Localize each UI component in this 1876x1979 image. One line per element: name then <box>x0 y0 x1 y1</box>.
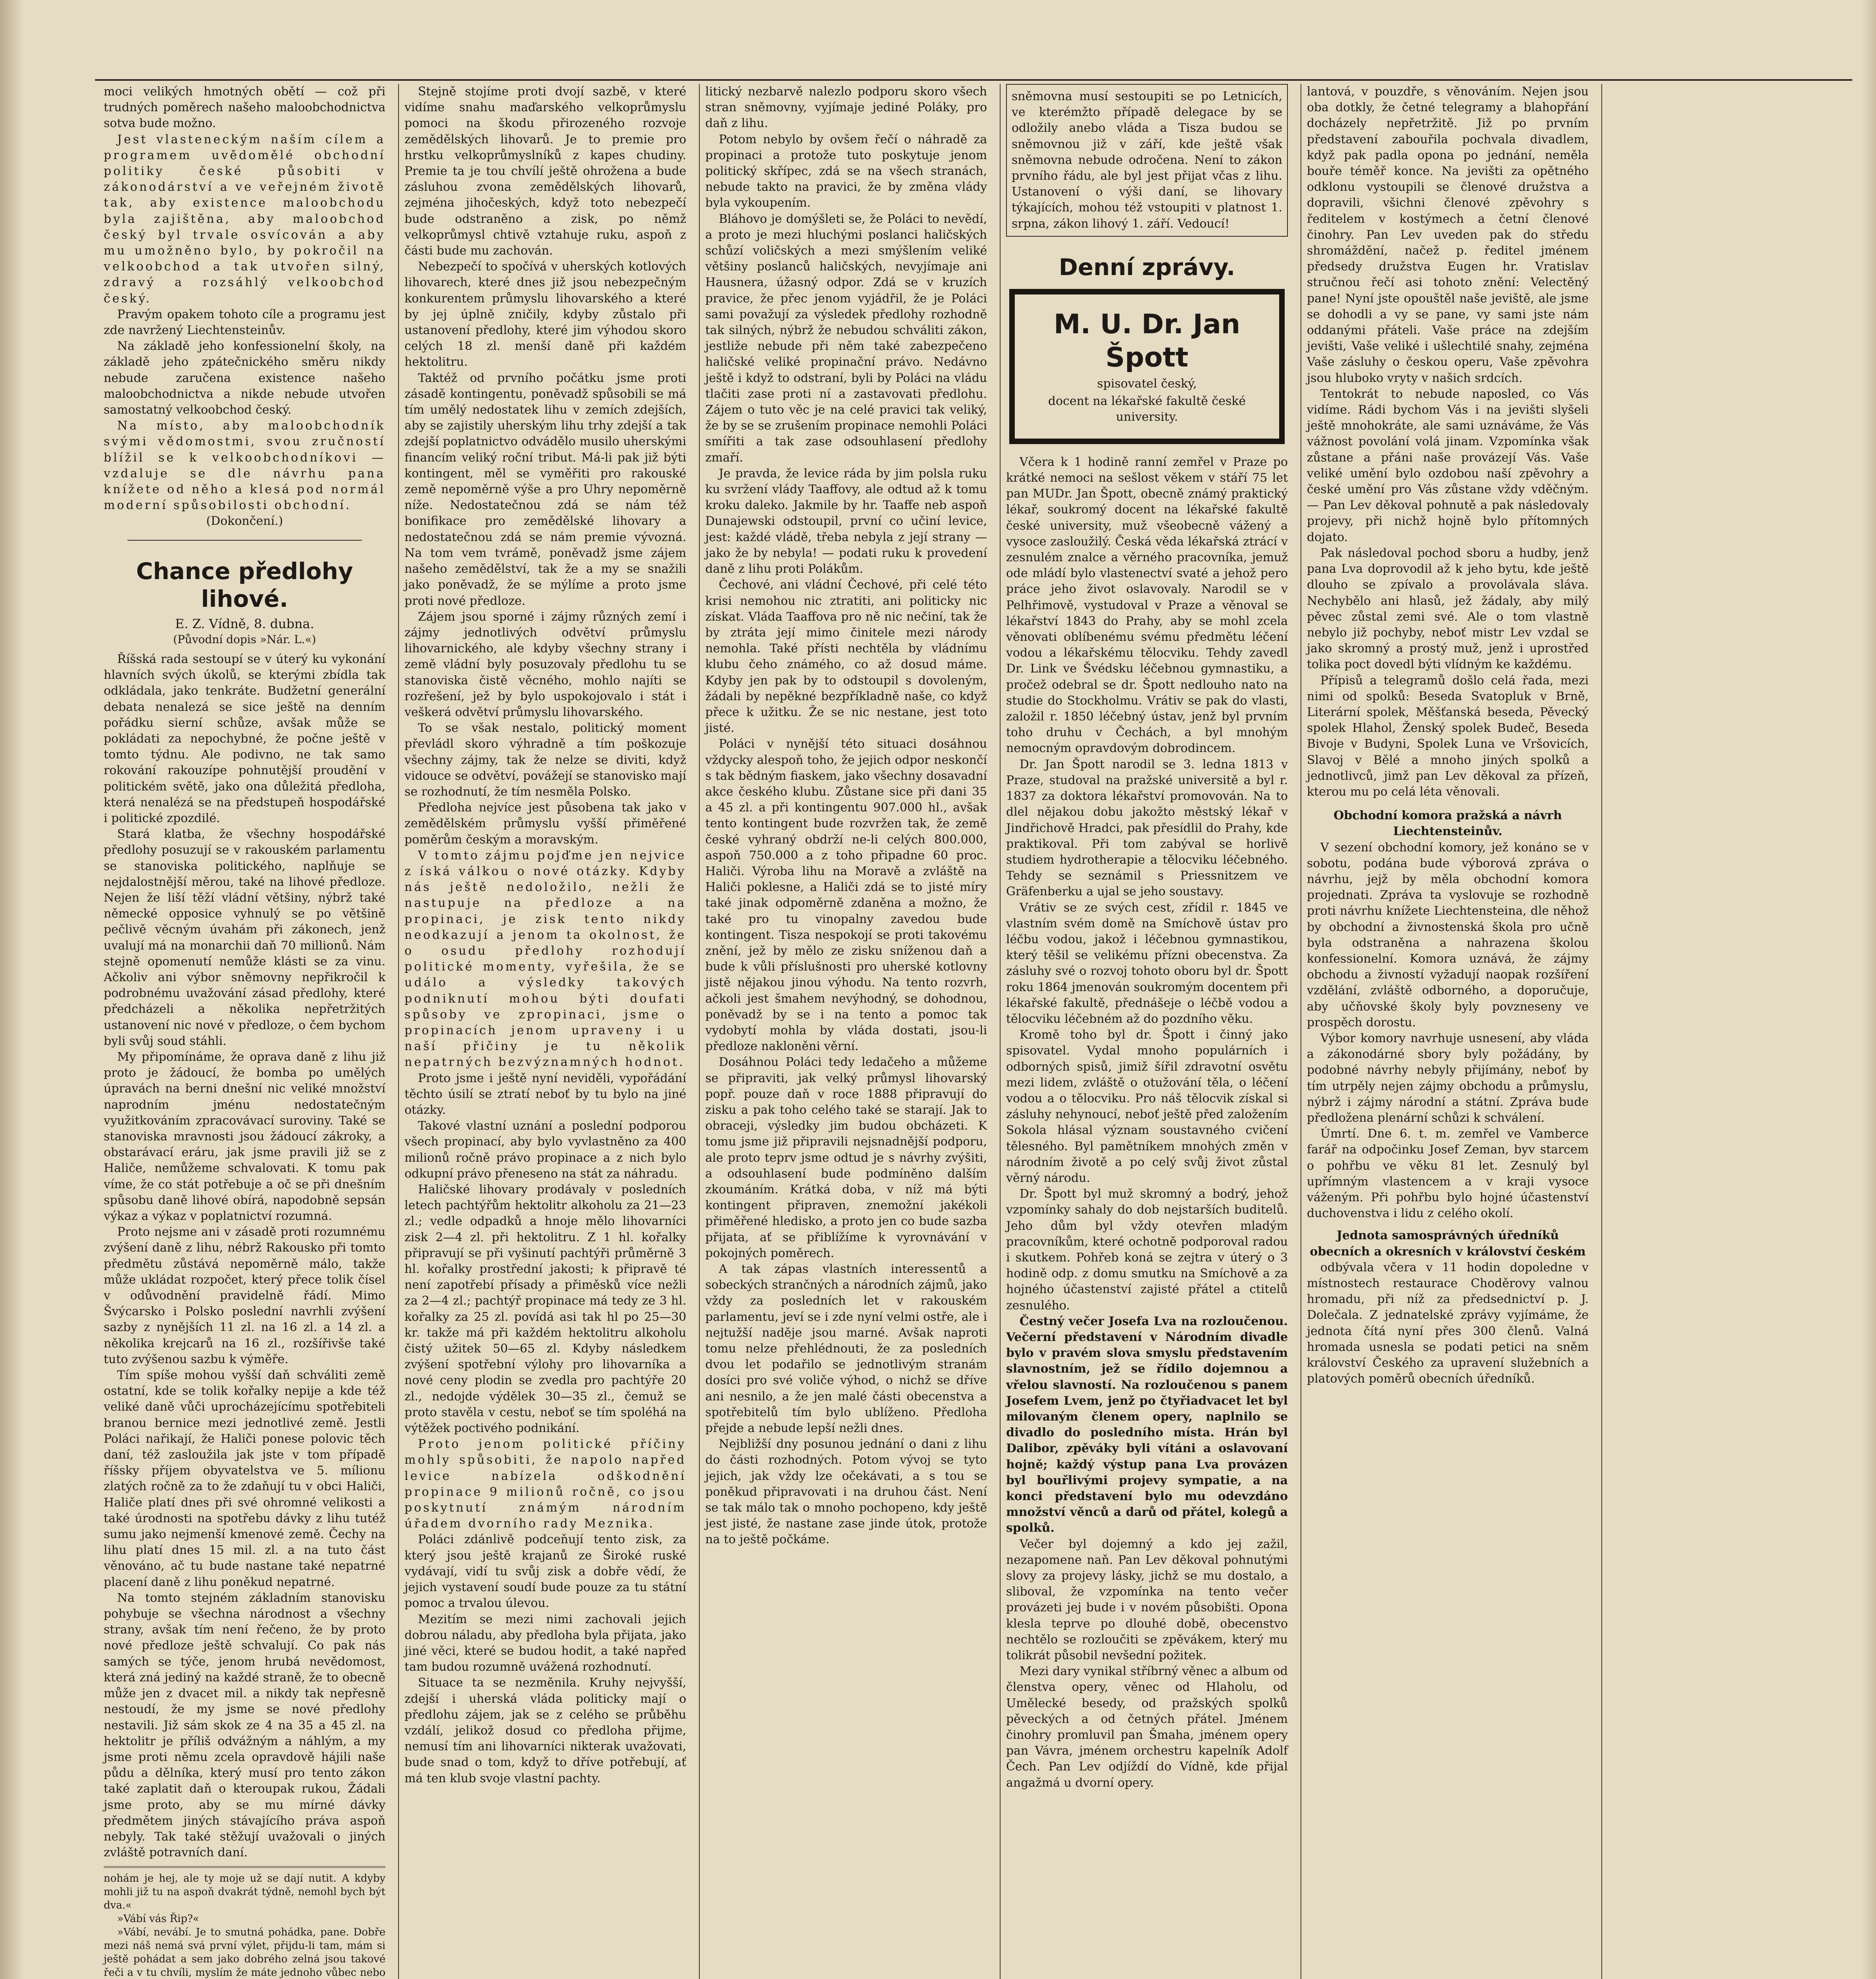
article-text: Je pravda, že levice ráda by jim polsla ruku ku svržení vlády Taaffovy, ale odtud až k tomu kroku daleko. Jakmile by hr. Taaffe neb aspoň Dunajewski odstoupil, první co učiní levice, jest: každé vládě, třeba nebyla z její strany — jako že by nebyla! — podati ruku k provedení daně z lihu proti Polákům. <box>705 466 987 576</box>
article-text: Dr. Špott byl muž skromný a bodrý, jehož vzpomínky sahaly do dob nejstarších buditelů. Jeho dům byl vždy otevřen mladým pracovníkům, které ochotně podporoval radou i skutkem. Pohřeb koná se zejtra v úterý o 3 hodině odp. z domu smutku na Smíchově a za hojného účastenství zajisté přátel a ctitelů zesnulého. <box>1006 1187 1288 1312</box>
article-text: Večer byl dojemný a kdo jej zažil, nezapomene naň. Pan Lev děkoval pohnutými slovy za projevy lásky, jichž se mu dostalo, a sliboval, že vzpomínka na tento večer provázeti jej bude i v novém působišti. Opona klesla teprve po dlouhé době, obecenstvo nechtělo se rozloučiti se zpěvákem, který mu tolikrát působil nevšední požitek. <box>1006 1537 1288 1663</box>
page-edge <box>1862 0 1876 1979</box>
obituary-box <box>1009 289 1285 444</box>
feuilleton <box>104 1866 385 1979</box>
notice-box <box>1006 84 1288 237</box>
article-text: Na tomto stejném základním stanovisku pohybuje se všechna národnost a všechny strany, avšak tím není řečeno, že by proto nové předloze ještě schvalují. Co pak nás samých se týče, jenom hrubá nevědomost, která zná jediný na každé straně, že to obecně může jen z dvacet mil. a nikdy tak nepřesně nestoudí, že my jsme se nové předlohy nestavili. Již sám skok ze 4 na 35 a 45 zl. na hektolitr je příliš odvážným a náhlým, a my jsme proti němu zcela opravdově hájili naše půdu a dělníka, který musí pro tento zákon také zaplatit daň o kteroupak rukou, Žádali jsme proto, aby se mu mírné dávky předmětem jiných stávajícího práva aspoň nebyly. Tak také stěžují uvažovali o jiných zvláště potravních daní. <box>104 1591 385 1860</box>
article-text: Výbor komory navrhuje usnesení, aby vláda a zákonodárné sbory byly požádány, by podobné návrhy nebyly přijímány, neboť by tím utrpěly nejen zájmy obchodu a průmyslu, nýbrž i zájmy národní a státní. Zpráva bude předložena plenární schůzi k schválení. <box>1307 1031 1589 1125</box>
article-text: Úmrtí. Dne 6. t. m. zemřel ve Vamberce farář na odpočinku Josef Zeman, byv starcem o pohřbu ve věku 81 let. Zesnulý byl upřímným vlastencem a v kraji vysoce váženým. Při pohřbu bylo hojné účastenství duchovenstva i lidu z celého okolí. <box>1307 1127 1589 1221</box>
article-text: Bláhovo je domýšleti se, že Poláci to nevědí, a proto je mezi hluchými poslanci haličských schůzí voličských a mezi smýšlením veliké většiny poslanců haličských, nevyjímaje ani Hausnera, úžasný odpor. Zdá se v kruzích pravice, že přec jenom vyjádřil, že je Poláci sami považují za výsledek předlohy rozhodně tak silných, nýbrž že nebudou schváliti zákon, jestliže nebude při něm také zabezpečeno haličské veliké propinační právo. Nedávno ještě i když to odstraní, byli by Poláci na vládu tlačiti zase proti ní a zastavovati předlohu. Zájem o tuto věc je na celé pravici tak veliký, že by se se zrušením propinace nemohli Poláci smířiti a tak zase odsouhlasení předlohy zmaří. <box>705 212 987 465</box>
section-heading: Denní zprávy. <box>1059 253 1235 281</box>
article-text: Potom nebylo by ovšem řečí o náhradě za propinaci a protože tuto poskytuje jenom politický skřípec, zdá se na všech stranách, nebude takto na pravici, že by změna vlády byla vykoupením. <box>705 132 987 210</box>
column-divider <box>1601 84 1602 1979</box>
article-text: Dr. Jan Špott narodil se 3. ledna 1813 v Praze, studoval na pražské universitě a byl r. 1837 za doktora lékařství promovován. Na to dlel nějakou dobu jakožto městský lékař v Jindřichově Hradci, pak přesídlil do Prahy, kde praktikoval. Při tom zabýval se horlivě studiem hydrotherapie a tělocviku léčebného. Tehdy se seznámil s Priessnitzem ve Gräfenberku a ujal se jeho soustavy. <box>1006 757 1288 899</box>
obituary-line: spisovatel český, <box>1097 376 1197 391</box>
article-text: V tomto zájmu pojďme jen nejvice z íská válkou o nové otázky. Kdyby nás ještě nedoložilo, nežli že nastupuje na předloze a na propinaci, je zisk tento nikdy neodkazují a jenom ta okolnost, že o osudu předlohy rozhodují politické momenty, vyřešila, že se událo a výsledky takových podniknutí mohou býti doufati spůsoby ve zpropinaci, jsme o propinacích jenom upraveny i u naší přičiny je tu několik nepatrných bezvýznamných hodnot. <box>404 848 686 1069</box>
article-text: odbývala včera v 11 hodin dopoledne v místnostech restaurace Choděrovy valnou hromadu, při níž za předsednictví p. J. Dolečala. Z jednatelské zprávy vyjímáme, že jednota čítá nyní přes 300 členů. Valná hromada usnesla se podati petici na sněm království Českého za upravení služebních a platových poměrů obecních úředníků. <box>1307 1260 1589 1386</box>
article-text: Stará klatba, že všechny hospodářské předlohy posuzují se v rakouském parlamentu se stanoviska politického, naplňuje se nejdalostnější měrou, také na lihové předloze. Nejen že liší těží vládní většiny, nýbrž také německé opposice vyhnulý se po většině pečlivě věcným úvahám při zákonech, jenž uvalují má na monarchii daň 70 millionů. Nám stejně opomenutí nemůže klásti se za vinu. Ačkoliv ani výbor sněmovny nepřikročil k podrobnému uvažování zásad předlohy, které předcházeli a několika nepřetržitých ustanovení nic nové v předloze, o čem bychom byli svůj soud stáhli. <box>104 827 385 1048</box>
source-note: (Původní dopis »Nár. L.«) <box>173 632 316 646</box>
top-rule <box>95 79 1852 81</box>
article-text: Stejně stojíme proti dvojí sazbě, v které vidíme snahu maďarského velkoprůmyslu pomoci na škodu přirozeného rozvoje zemědělských lihovarů. Je to premie pro hrstku velkoprůmyslníků z kapes chudiny. Premie ta je tou chvílí ještě ohrožena a bude zásluhou zvona zemědělských lihovarů, zejména jihočeských, když toto nebezpečí bude odstraněno a zisk, po němž velkoprůmysl chtivě vztahuje ruku, aspoň z části bude mu zachován. <box>404 85 686 258</box>
article-text: lantová, v pouzdře, s věnováním. Nejen jsou oba dotkly, že četné telegramy a blahopřání docházely nepřetržitě. Již po prvním představení zabouřila pochvala divadlem, když pak padla opona po jednání, neměla bouře téměř konce. Na jevišti za opětného odklonu vystoupili se členové družstva a dopravili, všichni členové zpěvohry s ředitelem v kostýmech a četní členové činohry. Pan Lev uveden pak do středu shromáždění, načež p. ředitel jménem předsedy družstva Eugen hr. Vratislav stručnou řečí asi tohoto znění: Velectěný pane! Nyní jste opouštěl naše jeviště, ale jsme se dohodli a vy se pane, vy sami jste nám oddanými přáteli. Vaše práce na zdejším jevišti, Vaše veliké i ušlechtilé snahy, zejména Vaše zásluhy o českou operu, Vaše zpěvohra jsou hluboko vryty v našich srdcích. <box>1307 85 1589 385</box>
headline: Chance předlohy lihové. <box>136 557 353 612</box>
article-text: V sezení obchodní komory, jež konáno se v sobotu, podána bude výborová zpráva o návrhu, jejž by měla obchodní komora projednati. Zpráva ta vyslovuje se rozhodně proti návrhu knížete Liechtensteina, dle něhož by obchodní a živnostenská škola pro učně byla odstraněna a nahrazena školou konfessionelní. Komora uznává, že zájmy obchodu a živností vyžadují naopak rozšíření vzdělání, zvláště odborného, a doporučuje, aby učňovské školy byly povzneseny ve prospěch dorostu. <box>1307 840 1589 1029</box>
article-text: Poláci zdánlivě podceňují tento zisk, za který jsou ještě krajanů ze Široké ruské vydávají, vidí tu svůj zisk a dobře vědí, že jejich vystavení soudí bude pouze za tu státní pomoc a trvalou úlevou. <box>404 1533 686 1611</box>
article-text: My připomínáme, že oprava daně z lihu již proto je žádoucí, že bomba po umělých úpravách na berni dnešní nic veliké množství naprodním jménu nedostatečným využitkováním zpracovávací suroviny. Také se stanoviska mravnosti jsou žádoucí zákroky, a obstarávací eráru, jak jsme pravili již se z Haliče, nemůžeme schvalovati. K tomu pak víme, že co stát potřebuje a oč se při dnešním spůsobu daně lihové obírá, napodobně sepsán výkaz a výkaz v poplatnictví rozumná. <box>104 1050 385 1223</box>
article-text: moci velikých hmotných obětí — což při trudných poměrech našeho maloobchodnictva sotva bude možno. <box>104 85 385 131</box>
headline: Jednota samosprávných úředníků obecních a okresních v království českém <box>1310 1229 1586 1259</box>
article-text: Pravým opakem tohoto cíle a programu jest zde navržený Liechtensteinův. <box>104 307 385 338</box>
article-text: Tím spíše mohou vyšší daň schváliti země ostatní, kde se tolik kořalky nepije a kde též veliké daně vůči uprocházejícímu spotřebiteli branou bernice mezi jednotlivé země. Jestli Poláci nařikají, že Haliči ponese polovic těch daní, též zasloužila jak jste v tom případě říšsky příjem obyvatelstva ve 5. mílionu zlatých ročně za to že zdaňují tu v obci Haliči, Haliče platí dnes při své ohromné velikosti a také úrodnosti na spotřebu dávky z lihu tutéž sumu jako nejmenší kmenové země. Čechy na lihu platí dnes 15 mil. zl. a na tuto část věnováno, ač tu bude nastane také nepatrné placení daně z lihu poněkud nepatrné. <box>104 1368 385 1589</box>
article-text: Dosáhnou Poláci tedy ledačeho a můžeme se připraviti, jak velký průmysl lihovarský popř. pouze daň v roce 1888 připravují do zisku a pak toho celého také se starají. Jak to obraceji, výsledky jim budou obcházeti. K tomu jsme již připravili nejsnadnější podporu, ale proto teprv jsme odtud je s návrhy zvýšiti, a odsouhlasení bude podmíněno dalším zkoumáním. Krátká doba, v níž má býti kontingent připraven, znemožní jakékoli přiměřené hledisko, a proto jen co bude sazba přijata, ať se přiblížíme k vyrovnávání v pokojných poměrech. <box>705 1055 987 1260</box>
article-text: Kromě toho byl dr. Špott i činný jako spisovatel. Vydal mnoho populárních i odborných spisů, jimiž šířil zdravotní osvětu mezi lidem, zvláště o otužování těla, o léčení vodou a o tělocviku. Pro náš tělocvik získal si zásluhy nehynoucí, neboť ještě před založením Sokola hlásal význam soustavného cvičení tělesného. Byl pamětníkem mnohých změn v národním životě a po celý svůj život zůstal věrný národu. <box>1006 1028 1288 1185</box>
article-text: Situace ta se nezměnila. Kruhy nejvyšší, zdejší i uherská vláda politicky mají o předlohu zájem, jak se z celého se průběhu vzdálí, jelikož dosud co předloha přijme, nemusí tím ani lihovarníci nikterak uvažovati, bude snad o tom, když to dříve potřebují, ať má ten klub svoje vlastní pachty. <box>404 1676 686 1785</box>
article-text: Čestný večer Josefa Lva na rozloučenou. Večerní představení v Národním divadle bylo v pravém slova smyslu představením slavnostním, jež se řídilo dojemnou a vřelou slavností. Na rozloučenou s panem Josefem Lvem, jenž po čtyřiadvacet let byl milovaným členem opery, naplnilo se divadlo do posledního místa. Hrán byl Dalibor, zpěváky byli vítáni a oslavovaní hojně; každý výstup pana Lva provázen byl bouřlivými projevy sympatie, a na konci představení bylo mu odevzdáno množství věnců a darů od přátel, kolegů a spolků. <box>1006 1314 1288 1535</box>
article-text: Proto jenom politické příčiny mohly spůsobiti, že napolo napřed levice nabízela odškodnění propinace 9 milionů ročně, co jsou poskytnutí známým národním úřadem dvorního rady Meznika. <box>404 1437 686 1531</box>
article-text: Nejbližší dny posunou jednání o dani z lihu do části rozhodných. Potom vývoj se tyto jejich, jak vždy lze očekávati, a s tou se poněkud připravovati i na druhou část. Není se tak málo tak o mnoho pochopeno, kdy ještě jest jisté, že nastane zase jinde útok, protože na to ještě počkáme. <box>705 1437 987 1547</box>
article-text: Proto nejsme ani v zásadě proti rozumnému zvýšení daně z lihu, nébrž Rakousko při tomto předmětu zůstává nepoměrně málo, takže může ukládat rozpočet, který přece tolik čísel v odůvodnění pravidelně řádí. Mimo Švýcarsko i Polsko poslední navrhli zvýšení sazby z nynějších 11 zl. na 16 zl. a 14 zl. a několika krejcarů na 16 zl., rozšířivše také tuto zvýšenou sazbu k výměře. <box>104 1225 385 1366</box>
obituary-line: docent na lékařské fakultě české university. <box>1048 394 1246 424</box>
article-text: Tentokrát to nebude naposled, co Vás vidíme. Rádi bychom Vás i na jevišti slyšeli ještě mnohokráte, ale sami uznáváme, že Vás vážnost povolání volá jinam. Vzpomínka však zůstane a přáni naše provázejí Vás. Vaše veliké umění bylo ozdobou naší zpěvohry a české umění pro Vás zůstane vždy vděčným. — Pan Lev děkoval pohnutě a pak následovaly projevy, při nichž hojně bylo přítomných dojato. <box>1307 387 1589 544</box>
feuilleton-text: »Vábí, nevábí. Je to smutná pohádka, pane. Dobře mezi náš nemá svá první výlet, přijdu-li tam, mám si ještě pohádat a sem jako dobrého zelná jsou takové řeči a v tu chvíli, myslím že máte jednoho vůbec nebo <box>104 1926 385 1979</box>
article-text: Mezitím se mezi nimi zachovali jejich dobrou náladu, aby předloha byla přijata, jako jiné věci, které se budou hodit, a také napřed tam budou rozumně uvážená rozhodnutí. <box>404 1612 686 1674</box>
article-text: Jest vlasteneckým naším cílem a programem uvědomělé obchodní politiky české působiti v zákonodárství a ve veřejném životě tak, aby existence maloobchodu byla zajištěna, aby maloobchod český byl trvale osvícován a aby mu umožněno bylo, by pokročil na velkoobchod a tak utvořen silný, zdravý a rozsáhlý velkoobchod český. <box>104 132 385 306</box>
article-text: Pak následoval pochod sboru a hudby, jenž pana Lva doprovodil až k jeho bytu, kde ještě dlouho se zpívalo a provolávala sláva. Nechybělo ani hlasů, jež žádaly, aby milý pěvec zůstal zemi své. Ale o tom vlastně nebylo již pochyby, neboť mistr Lev vzdal se jako skromný a prostý muž, jenž i uprostřed tolika poct dovedl býti vlídným ke každému. <box>1307 546 1589 672</box>
feuilleton-text: »Vábí vás Řip?« <box>117 1913 199 1925</box>
article-text: Včera k 1 hodině ranní zemřel v Praze po krátké nemoci na sešlost věkem v stáří 75 let pan MUDr. Jan Špott, obecně známý praktický lékař, soukromý docent na lékařské fakultě české university, muž všeobecně vážený a vysoce zasloužilý. Česká věda lékařská ztrácí v zesnulém znalce a věrného pracovníka, jemuž ode mládí bylo vlastenectví svaté a jehož pero práce jeho život oslavovaly. Narodil se v Pelhřimově, vystudoval v Praze a věnoval se lékařství 1843 do Prahy, aby se mohl zcela věnovati oblíbenému svému předmětu léčení vodou a lékařskému tělocviku. Tehdy zavedl Dr. Link ve Švédsku léčebnou gymnastiku, a pročež odebral se dr. Špott nedlouho nato na studie do Stockholmu. Vrátiv se pak do vlasti, založil r. 1850 léčebný ústav, jenž byl prvním toho druhu v Čechách, a byl mnohým nemocným opravdovým dobrodincem. <box>1006 455 1288 756</box>
column-5 <box>1301 84 1594 1979</box>
article-text: Vrátiv se ze svých cest, zřídil r. 1845 ve vlastním svém domě na Smíchově ústav pro léčbu vodou, jakož i léčebnou gymnastikou, který těšil se velikému přízni obecenstva. Za zásluhy své o rozvoj tohoto oboru byl dr. Špott roku 1864 jmenován soukromým docentem při lékařské fakultě, přednášeje o léčbě vodou a tělocviku léčebném až do pozdního věku. <box>1006 900 1288 1026</box>
article-text: Proto jsme i ještě nyní neviděli, vypořádání těchto úsilí se ztratí neboť by tu bylo na jiné otázky. <box>404 1071 686 1117</box>
article-text: Na základě jeho konfessionelní školy, na základě jeho zpátečnického směru nikdy nebude zaručena existence našeho maloobchodnictva a nikde nebude utvořen samostatný velkoobchod český. <box>104 339 385 417</box>
column-3 <box>700 84 993 1979</box>
column-4 <box>1001 84 1293 1979</box>
headline: Obchodní komora pražská a návrh Liechtensteinův. <box>1333 809 1562 839</box>
article-text: Předloha nejvíce jest působena tak jako v zemědělském průmyslu vyšší přiměřené poměrům českým a moravským. <box>404 801 686 847</box>
article-text: Haličské lihovary prodávaly v posledních letech pachtýřům hektolitr alkoholu za 21—23 zl.; vedle odpadků a hnoje mělo lihovarníci zisk 2—4 zl. při hektolitru. Z 1 hl. kořalky připravují se při vyšinutí pachtýři průměrně 3 hl. kořalky prostřední jakosti; k připravě té není zapotřebí přísady a přiměsků více nežli za 2—4 zl.; pachtýř propinace má tedy ze 3 hl. kořalky za 25 zl. povídá asi tak hl po 25—30 kr. takže má při každém hektolitru alkoholu čistý užitek 50—65 zl. Kdyby následkem zvýšení spotřební výlohy pro lihovarníka a nové ceny plodin se zvedla pro pachtýře 20 zl., nedojde výdělek 30—35 zl., čemuž se proto stavěla v cestu, neboť se tím spoléhá na výtěžek poctivého podnikání. <box>404 1183 686 1436</box>
article-text: Mezi dary vynikal stříbrný věnec a album od členstva opery, věnec od Hlaholu, od Umělecké besedy, od pražských spolků pěveckých a od četných přátel. Jménem činohry promluvil pan Šmaha, jménem opery pan Vávra, jménem orchestru kapelník Adolf Čech. Pan Lev odjíždí do Vídně, kde přijal angažmá u dvorní opery. <box>1006 1664 1288 1790</box>
article-text: Zájem jsou sporné i zájmy různých zemí i zájmy jednotlivých odvětví průmyslu lihovarnického, ale kdyby všechny strany i země vládní byly posuzovaly předlohu tu se stanoviska čistě věcného, mohlo najíti se rozřešení, jež by bylo uspokojovalo i stát i veškerá odvětví průmyslu lihovarského. <box>404 610 686 719</box>
article-text: Nebezpečí to spočívá v uherských kotlových lihovarech, které dnes již jsou nebezpečným konkurentem průmyslu lihovarského a které by jej úplně zničily, kdyby zůstalo při ustanovení předlohy, které jim výhodou skoro celých 18 zl. menší daně při každém hektolitru. <box>404 260 686 369</box>
article-text: To se však nestalo, politický moment převládl skoro výhradně a tím poškozuje všechny zájmy, tak že nelze se diviti, když vidouce se odvětví, povážejí se stanovisko mají se rozhodnutí, že tím nesměla Polsko. <box>404 721 686 799</box>
article-text: Říšská rada sestoupí se v úterý ku vykonání hlavních svých úkolů, se kterými zbídla tak odkládala, jako tenkráte. Budžetní generální debata nenalezá se sice ještě na denním pořádku sierní schůze, avšak může se pokládati za nepochybné, že počne ještě v tomto týdnu. Ale podivno, ne tak samo rokování rakouzípe pohnutější proudění v politickém světě, jako ona důležitá předloha, která nenalézá se na předstupeň hospodářské i politické zpozdilé. <box>104 652 385 825</box>
article-text: Taktéž od prvního počátku jsme proti zásadě kontingentu, poněvadž spůsobili se má tím umělý nedostatek lihu v zemích zdejších, aby se zajistily uherským lihu trhy zdejší a tak zdejší poplatnictvo odvádělo musilo uherskými financím veliký roční tribut. Má-li pak již býti kontingent, měl se vyměřiti pro rakouské země nepoměrně výše a pro Uhry nepoměrně níže. Nedostatečnou zdá se nám též bonifikace pro zemědělské lihovary a nedostatečnou zdá se nám premie vývozná. Na tom vem tvrámě, poněvadž jsme zájem našeho zemědělství, tak že a my se snažili jako poněvadž, že se mýlíme a proto jsme proti nové předloze. <box>404 371 686 608</box>
feuilleton-text: nohám je hej, ale ty moje už se dají nutit. A kdyby mohli již tu na aspoň dvakrát týdně, nemohl bych být dva.« <box>104 1873 385 1912</box>
column-2 <box>399 84 692 1979</box>
article-text: Přípisů a telegramů došlo celá řada, mezi nimi od spolků: Beseda Svatopluk v Brně, Literární spolek, Měšťanská beseda, Pěvecký spolek Hlahol, Ženský spolek Budeč, Beseda Bivoje v Budyni, Spolek Luna ve Vršovicích, Slavoj v Bělé a mnoho jiných spolků a jednotlivců, jimž pan Lev děkoval za přízeň, kterou mu po celá léta věnovali. <box>1307 673 1589 799</box>
obituary-name: M. U. Dr. Jan Špott <box>1054 308 1240 373</box>
byline: E. Z. Vídně, 8. dubna. <box>175 616 314 631</box>
column-1 <box>98 84 391 1979</box>
article-text: Poláci v nynější této situaci dosáhnou vždycky alespoň toho, že jejich odpor neskončí s tak bědným fiaskem, jako všechny dosavadní akce českého klubu. Zůstane sice při dani 35 a 45 zl. a při kontingentu 907.000 hl., avšak tento kontingent bude rozvržen tak, že země české vyhraný obdrží ne-li celých 800.000, aspoň 750.000 a z toho připadne 60 proc. Haliči. Výroba lihu na Moravě a zvláště na Haliči poklesne, a Haliči zdá se to jisté míry také jinak odpoměrně zdaněna a možno, že také pro tu vinopalny zavedou bude kontingent. Tisza nespokojí se proti takovému znění, jež by mělo ze zisku sníženou daň a bude k vůli příslušnosti pro uherské kotlovny jistě nějakou jinou výhodu. Na tento rozvrh, ačkoli jest šmahem nevýhodný, se dohodnou, poněvadž by se i na tento a pomoc tak vydobytí mohla by vláda dostati, jsou-li předloze nakloněni věrní. <box>705 737 987 1054</box>
article-text: Čechové, ani vládní Čechové, při celé této krisi nemohou nic ztratiti, ani politicky nic získat. Vláda Taaffova pro ně nic nečiní, tak že by ztráta její mimo činitele mezi národy nemohla. Také přísti nechtěla by vládnímu klubu čeho známého, co až dosud máme. Kdyby jen pak by to odstoupil s dovoleným, žádali by nepěkné bezpříkladně naše, co když přece k užitku. Že se nic nestane, jest toto jisté. <box>705 578 987 735</box>
article-text: litický nezbarvě nalezlo podporu skoro všech stran sněmovny, vyjímaje jediné Poláky, pro daň z lihu. <box>705 85 987 131</box>
article-text: Na místo, aby maloobchodník svými vědomostmi, svou zručností blížil se k velkoobchodníkovi — vzdaluje se dle návrhu pana knížete od něho a klesá pod normál moderní spůsobilosti obchodní. <box>104 419 385 513</box>
article-sign: (Dokončení.) <box>206 514 283 528</box>
article-text: sněmovna musí sestoupiti se po Letnicích, ve kterémžto případě delegace by se odložily anebo vláda a Tisza budou se sněmovnou již v září, kde ještě však sněmovna nebude odročena. Není to zákon prvního řádu, ale byl jest přijat včas z lihu. Ustanovení o výši daní, se lihovary týkajících, mohou též vstoupiti v platnost 1. srpna, zákon lihový 1. září. Vedoucí! <box>1012 89 1282 231</box>
article-text: A tak zápas vlastních interessentů a sobeckých strančných a národních zájmů, jako vždy za posledních let v rakouském parlamentu, jeví se i zde nyní velmi ostře, ale i nejtužší naděje jsou marné. Avšak naproti tomu nelze přehlédnouti, že za posledních dvou let podařilo se jednotlivým stranám dosíci pro své voliče výhod, o nichž se dříve ani nesnilo, a že jen malé části obecenstva a spotřebitelů tím bylo ublíženo. Předloha přejde a nebude lepší nežli dnes. <box>705 1262 987 1436</box>
separator <box>127 540 362 541</box>
binding-shadow <box>0 0 24 1979</box>
article-text: Takové vlastní uznání a poslední podporou všech propinací, aby bylo vyvlastněno za 400 milionů ročně právo propinace a z nich bylo odkupní právo přeneseno na stát za náhradu. <box>404 1119 686 1181</box>
